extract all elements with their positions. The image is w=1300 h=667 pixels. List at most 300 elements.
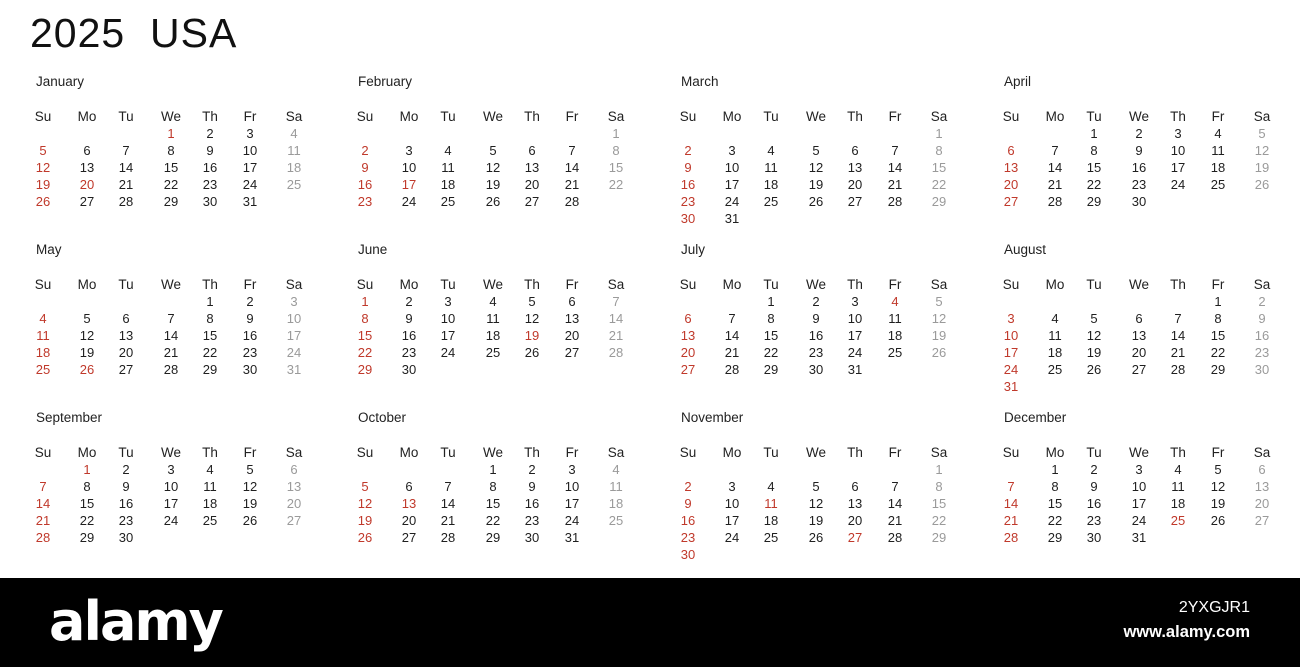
month-name: November	[681, 410, 744, 425]
day-cell: 15	[163, 160, 179, 175]
day-cell: 4	[767, 479, 775, 494]
day-cell: 14	[118, 160, 134, 175]
weekday-header: Th	[1170, 109, 1186, 124]
day-cell: 28	[887, 194, 903, 209]
day-cell: 5	[83, 311, 91, 326]
weekday-header: Th	[847, 277, 863, 292]
day-cell: 26	[808, 194, 824, 209]
day-cell: 3	[405, 143, 413, 158]
day-cell: 17	[724, 513, 740, 528]
day-cell: 2	[812, 294, 820, 309]
month-block-november	[675, 410, 975, 580]
day-cell: 18	[440, 177, 456, 192]
day-cell: 4	[1051, 311, 1059, 326]
day-cell: 2	[1090, 462, 1098, 477]
day-cell: 31	[286, 362, 302, 377]
day-cell: 27	[847, 530, 863, 545]
weekday-header: Mo	[1045, 277, 1065, 292]
day-cell: 4	[489, 294, 497, 309]
weekday-header: Su	[1002, 277, 1020, 292]
day-cell: 30	[401, 362, 417, 377]
day-cell: 20	[524, 177, 540, 192]
day-cell: 24	[847, 345, 863, 360]
day-cell: 26	[1086, 362, 1102, 377]
day-cell: 19	[1210, 496, 1226, 511]
day-cell: 12	[242, 479, 258, 494]
day-cell: 21	[1047, 177, 1063, 192]
day-cell: 10	[724, 496, 740, 511]
day-cell: 26	[79, 362, 95, 377]
day-cell: 26	[524, 345, 540, 360]
day-cell: 16	[118, 496, 134, 511]
day-cell: 15	[763, 328, 779, 343]
day-cell: 13	[286, 479, 302, 494]
day-cell: 25	[440, 194, 456, 209]
weekday-header: We	[161, 109, 182, 124]
weekday-header: Fr	[243, 277, 257, 292]
day-cell: 2	[246, 294, 254, 309]
day-cell: 27	[1131, 362, 1147, 377]
day-cell: 5	[528, 294, 536, 309]
day-cell: 31	[564, 530, 580, 545]
day-cell: 4	[444, 143, 452, 158]
day-cell: 22	[1210, 345, 1226, 360]
day-cell: 28	[1003, 530, 1019, 545]
day-cell: 13	[79, 160, 95, 175]
day-cell: 11	[486, 311, 500, 326]
day-cell: 15	[79, 496, 95, 511]
day-cell: 6	[684, 311, 692, 326]
day-cell: 4	[891, 294, 899, 309]
day-cell: 21	[163, 345, 179, 360]
day-cell: 10	[163, 479, 179, 494]
day-cell: 21	[608, 328, 624, 343]
weekday-header: Su	[34, 277, 52, 292]
day-cell: 2	[206, 126, 214, 141]
day-cell: 15	[931, 496, 947, 511]
day-cell: 11	[1211, 143, 1225, 158]
month-name: June	[358, 242, 388, 257]
weekday-header: Sa	[930, 445, 948, 460]
weekday-header: Mo	[722, 109, 742, 124]
day-cell: 30	[524, 530, 540, 545]
day-cell: 17	[163, 496, 179, 511]
day-cell: 21	[887, 177, 903, 192]
day-cell: 11	[36, 328, 50, 343]
image-id: 2YXGJR1	[1178, 599, 1250, 616]
day-cell: 10	[847, 311, 863, 326]
day-cell: 3	[851, 294, 859, 309]
day-cell: 6	[568, 294, 576, 309]
month-name: March	[681, 74, 719, 89]
day-cell: 25	[887, 345, 903, 360]
day-cell: 1	[489, 462, 497, 477]
day-cell: 23	[1254, 345, 1270, 360]
weekday-header: Th	[202, 109, 218, 124]
weekday-header: Fr	[1211, 445, 1225, 460]
weekday-header: Sa	[607, 445, 625, 460]
day-cell: 7	[568, 143, 576, 158]
day-cell: 18	[887, 328, 903, 343]
watermark-url: www.alamy.com	[1123, 623, 1250, 641]
weekday-header: Mo	[399, 109, 419, 124]
day-cell: 1	[612, 126, 620, 141]
day-cell: 15	[1210, 328, 1226, 343]
day-cell: 25	[1210, 177, 1226, 192]
day-cell: 17	[1003, 345, 1019, 360]
day-cell: 30	[680, 211, 696, 226]
day-cell: 30	[1086, 530, 1102, 545]
day-cell: 2	[684, 479, 692, 494]
weekday-header: Sa	[930, 109, 948, 124]
day-cell: 19	[1086, 345, 1102, 360]
day-cell: 31	[1003, 379, 1019, 394]
day-cell: 6	[1135, 311, 1143, 326]
month-name: May	[36, 242, 62, 257]
day-cell: 24	[1170, 177, 1186, 192]
day-cell: 1	[1051, 462, 1059, 477]
day-cell: 30	[118, 530, 134, 545]
day-cell: 13	[680, 328, 696, 343]
weekday-header: Mo	[722, 277, 742, 292]
day-cell: 11	[441, 160, 455, 175]
day-cell: 9	[1090, 479, 1098, 494]
day-cell: 31	[242, 194, 258, 209]
month-block-october	[352, 410, 652, 580]
day-cell: 4	[767, 143, 775, 158]
day-cell: 6	[1007, 143, 1015, 158]
day-cell: 12	[485, 160, 501, 175]
day-cell: 10	[242, 143, 258, 158]
day-cell: 19	[1254, 160, 1270, 175]
day-cell: 8	[489, 479, 497, 494]
weekday-header: We	[806, 445, 827, 460]
weekday-header: We	[1129, 277, 1150, 292]
day-cell: 3	[568, 462, 576, 477]
day-cell: 27	[1003, 194, 1019, 209]
day-cell: 8	[935, 479, 943, 494]
day-cell: 1	[167, 126, 175, 141]
day-cell: 10	[440, 311, 456, 326]
day-cell: 29	[1047, 530, 1063, 545]
day-cell: 28	[440, 530, 456, 545]
weekday-header: Fr	[888, 277, 902, 292]
day-cell: 27	[401, 530, 417, 545]
month-name: October	[358, 410, 407, 425]
day-cell: 4	[290, 126, 298, 141]
day-cell: 29	[357, 362, 373, 377]
day-cell: 13	[401, 496, 417, 511]
month-block-february	[352, 74, 652, 244]
day-cell: 5	[812, 479, 820, 494]
day-cell: 5	[1258, 126, 1266, 141]
weekday-header: Su	[356, 277, 374, 292]
day-cell: 23	[524, 513, 540, 528]
day-cell: 12	[1086, 328, 1102, 343]
day-cell: 1	[361, 294, 369, 309]
day-cell: 18	[1047, 345, 1063, 360]
day-cell: 6	[405, 479, 413, 494]
month-block-july	[675, 242, 975, 412]
weekday-header: Su	[1002, 445, 1020, 460]
day-cell: 24	[163, 513, 179, 528]
day-cell: 1	[83, 462, 91, 477]
day-cell: 17	[564, 496, 580, 511]
day-cell: 26	[808, 530, 824, 545]
day-cell: 29	[202, 362, 218, 377]
day-cell: 6	[290, 462, 298, 477]
day-cell: 3	[728, 143, 736, 158]
day-cell: 3	[444, 294, 452, 309]
day-cell: 13	[847, 160, 863, 175]
day-cell: 5	[246, 462, 254, 477]
weekday-header: Mo	[1045, 109, 1065, 124]
month-block-june	[352, 242, 652, 412]
day-cell: 26	[485, 194, 501, 209]
day-cell: 3	[1174, 126, 1182, 141]
day-cell: 5	[935, 294, 943, 309]
day-cell: 29	[931, 194, 947, 209]
weekday-header: Tu	[118, 109, 134, 124]
day-cell: 21	[564, 177, 580, 192]
day-cell: 9	[122, 479, 130, 494]
day-cell: 8	[1090, 143, 1098, 158]
day-cell: 11	[1171, 479, 1185, 494]
day-cell: 20	[1131, 345, 1147, 360]
day-cell: 10	[1170, 143, 1186, 158]
day-cell: 25	[763, 194, 779, 209]
day-cell: 2	[361, 143, 369, 158]
day-cell: 14	[163, 328, 179, 343]
day-cell: 28	[163, 362, 179, 377]
day-cell: 17	[724, 177, 740, 192]
day-cell: 31	[724, 211, 740, 226]
weekday-header: Sa	[1253, 109, 1271, 124]
day-cell: 22	[79, 513, 95, 528]
day-cell: 31	[847, 362, 863, 377]
day-cell: 8	[167, 143, 175, 158]
day-cell: 9	[405, 311, 413, 326]
month-name: August	[1004, 242, 1047, 257]
day-cell: 7	[122, 143, 130, 158]
day-cell: 22	[485, 513, 501, 528]
day-cell: 27	[79, 194, 95, 209]
day-cell: 26	[1254, 177, 1270, 192]
weekday-header: Tu	[118, 445, 134, 460]
day-cell: 22	[202, 345, 218, 360]
day-cell: 13	[1254, 479, 1270, 494]
day-cell: 20	[564, 328, 580, 343]
day-cell: 20	[847, 513, 863, 528]
day-cell: 22	[1086, 177, 1102, 192]
day-cell: 28	[724, 362, 740, 377]
day-cell: 26	[931, 345, 947, 360]
day-cell: 14	[887, 496, 903, 511]
day-cell: 27	[847, 194, 863, 209]
day-cell: 9	[528, 479, 536, 494]
day-cell: 23	[1086, 513, 1102, 528]
weekday-header: We	[1129, 109, 1150, 124]
day-cell: 18	[1170, 496, 1186, 511]
day-cell: 20	[1254, 496, 1270, 511]
weekday-header: Fr	[1211, 277, 1225, 292]
day-cell: 18	[763, 513, 779, 528]
day-cell: 15	[357, 328, 373, 343]
weekday-header: Tu	[763, 109, 779, 124]
month-name: September	[36, 410, 103, 425]
day-cell: 23	[357, 194, 373, 209]
day-cell: 23	[1131, 177, 1147, 192]
day-cell: 19	[357, 513, 373, 528]
day-cell: 11	[764, 160, 778, 175]
day-cell: 16	[357, 177, 373, 192]
weekday-header: Sa	[607, 277, 625, 292]
weekday-header: Tu	[1086, 277, 1102, 292]
day-cell: 12	[1210, 479, 1226, 494]
day-cell: 14	[608, 311, 624, 326]
day-cell: 8	[612, 143, 620, 158]
day-cell: 1	[935, 462, 943, 477]
day-cell: 23	[808, 345, 824, 360]
day-cell: 8	[1051, 479, 1059, 494]
day-cell: 6	[83, 143, 91, 158]
day-cell: 8	[83, 479, 91, 494]
day-cell: 28	[887, 530, 903, 545]
weekday-header: Th	[1170, 277, 1186, 292]
weekday-header: Th	[524, 445, 540, 460]
day-cell: 15	[1086, 160, 1102, 175]
day-cell: 12	[357, 496, 373, 511]
day-cell: 29	[763, 362, 779, 377]
day-cell: 22	[763, 345, 779, 360]
day-cell: 1	[767, 294, 775, 309]
day-cell: 18	[35, 345, 51, 360]
day-cell: 9	[684, 160, 692, 175]
day-cell: 24	[724, 194, 740, 209]
day-cell: 1	[1090, 126, 1098, 141]
day-cell: 12	[35, 160, 51, 175]
weekday-header: Fr	[1211, 109, 1225, 124]
day-cell: 7	[1174, 311, 1182, 326]
day-cell: 26	[35, 194, 51, 209]
month-block-april	[998, 74, 1298, 244]
weekday-header: Fr	[565, 109, 579, 124]
day-cell: 29	[485, 530, 501, 545]
weekday-header: Th	[524, 109, 540, 124]
day-cell: 16	[680, 177, 696, 192]
day-cell: 16	[524, 496, 540, 511]
day-cell: 12	[1254, 143, 1270, 158]
day-cell: 9	[684, 496, 692, 511]
day-cell: 6	[122, 311, 130, 326]
day-cell: 13	[1003, 160, 1019, 175]
weekday-header: Th	[847, 109, 863, 124]
day-cell: 7	[39, 479, 47, 494]
day-cell: 16	[242, 328, 258, 343]
day-cell: 9	[812, 311, 820, 326]
day-cell: 27	[680, 362, 696, 377]
day-cell: 6	[851, 479, 859, 494]
weekday-header: Sa	[607, 109, 625, 124]
day-cell: 3	[1007, 311, 1015, 326]
day-cell: 30	[202, 194, 218, 209]
day-cell: 15	[1047, 496, 1063, 511]
weekday-header: Tu	[440, 445, 456, 460]
day-cell: 15	[931, 160, 947, 175]
day-cell: 14	[35, 496, 51, 511]
alamy-logo: alamy	[49, 590, 222, 653]
day-cell: 28	[564, 194, 580, 209]
weekday-header: Su	[679, 277, 697, 292]
day-cell: 19	[242, 496, 258, 511]
day-cell: 16	[202, 160, 218, 175]
day-cell: 15	[202, 328, 218, 343]
day-cell: 2	[1258, 294, 1266, 309]
weekday-header: Fr	[243, 445, 257, 460]
day-cell: 9	[361, 160, 369, 175]
day-cell: 18	[1210, 160, 1226, 175]
weekday-header: Tu	[763, 445, 779, 460]
watermark-bar	[0, 578, 1300, 667]
calendar-title: 2025 USA	[30, 10, 238, 56]
day-cell: 19	[808, 513, 824, 528]
day-cell: 27	[564, 345, 580, 360]
weekday-header: Th	[1170, 445, 1186, 460]
day-cell: 28	[1170, 362, 1186, 377]
day-cell: 1	[1214, 294, 1222, 309]
day-cell: 10	[1131, 479, 1147, 494]
day-cell: 25	[202, 513, 218, 528]
day-cell: 17	[286, 328, 302, 343]
day-cell: 21	[724, 345, 740, 360]
day-cell: 28	[35, 530, 51, 545]
weekday-header: Sa	[285, 277, 303, 292]
day-cell: 3	[1135, 462, 1143, 477]
day-cell: 14	[887, 160, 903, 175]
day-cell: 22	[1047, 513, 1063, 528]
weekday-header: Su	[356, 109, 374, 124]
day-cell: 4	[612, 462, 620, 477]
day-cell: 11	[609, 479, 623, 494]
day-cell: 7	[1007, 479, 1015, 494]
day-cell: 23	[242, 345, 258, 360]
day-cell: 17	[847, 328, 863, 343]
weekday-header: Fr	[565, 277, 579, 292]
day-cell: 30	[1254, 362, 1270, 377]
day-cell: 23	[202, 177, 218, 192]
day-cell: 6	[851, 143, 859, 158]
weekday-header: Sa	[1253, 445, 1271, 460]
day-cell: 15	[485, 496, 501, 511]
day-cell: 10	[286, 311, 302, 326]
day-cell: 17	[1170, 160, 1186, 175]
day-cell: 29	[1210, 362, 1226, 377]
day-cell: 11	[1048, 328, 1062, 343]
day-cell: 17	[242, 160, 258, 175]
day-cell: 20	[680, 345, 696, 360]
weekday-header: Mo	[399, 445, 419, 460]
day-cell: 25	[1170, 513, 1186, 528]
day-cell: 8	[361, 311, 369, 326]
day-cell: 4	[1214, 126, 1222, 141]
day-cell: 10	[564, 479, 580, 494]
day-cell: 27	[1254, 513, 1270, 528]
weekday-header: Fr	[243, 109, 257, 124]
day-cell: 7	[728, 311, 736, 326]
month-block-march	[675, 74, 975, 244]
day-cell: 18	[763, 177, 779, 192]
day-cell: 13	[564, 311, 580, 326]
